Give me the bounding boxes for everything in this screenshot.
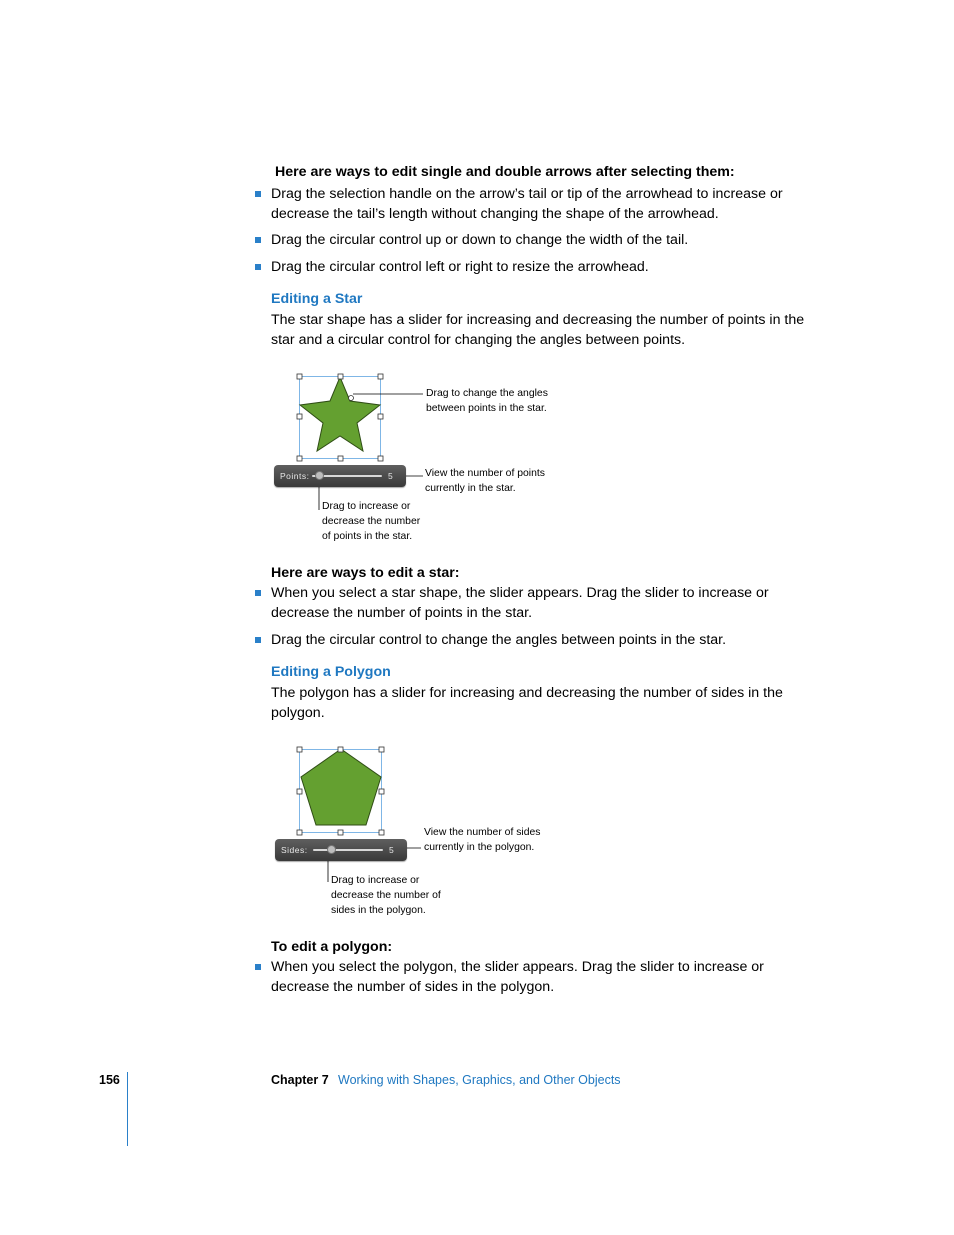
star-edit-intro: Here are ways to edit a star: <box>271 565 460 581</box>
callout-line: Drag to increase or <box>322 501 411 512</box>
arrows-intro: Here are ways to edit single and double arrows after selecting them: <box>275 164 735 180</box>
polygon-description: The polygon has a slider for increasing and decreasing the number of sides in the polygon. <box>271 685 783 721</box>
selection-handle[interactable] <box>297 747 302 752</box>
pentagon-shape[interactable] <box>301 749 381 825</box>
list-item-text: When you select the polygon, the slider appears. Drag the slider to increase or decrease the number of sides in the polygon. <box>271 959 764 995</box>
list-item-text: Drag the circular control left or right to resize the arrowhead. <box>271 259 649 275</box>
selection-handle[interactable] <box>379 789 384 794</box>
sides-slider-track[interactable] <box>313 849 383 851</box>
sides-slider-knob[interactable] <box>327 845 336 854</box>
callout-angles <box>426 386 548 416</box>
sides-slider-bar <box>275 839 407 861</box>
callout-line: currently in the polygon. <box>424 842 535 853</box>
list-item-text: Drag the circular control to change the angles between points in the star. <box>271 632 727 648</box>
star-description: The star shape has a slider for increasing and decreasing the number of points in the star and a circular control for changing the angles between points. <box>271 312 805 348</box>
selection-handle[interactable] <box>297 789 302 794</box>
callout-sides-count <box>424 825 540 855</box>
callout-line: View the number of sides <box>424 827 541 838</box>
list-item-text: When you select a star shape, the slider appears. Drag the slider to increase or decrease the number of points in the star. <box>271 585 769 621</box>
bullet-icon <box>255 590 261 596</box>
selection-handle[interactable] <box>379 830 384 835</box>
list-item-text: Drag the circular control up or down to change the width of the tail. <box>271 232 689 248</box>
section-heading-polygon: Editing a Polygon <box>271 664 391 680</box>
selection-handle[interactable] <box>378 374 383 379</box>
callout-line: View the number of points <box>425 468 545 479</box>
selection-handle[interactable] <box>297 414 302 419</box>
points-slider-value: 5 <box>388 471 394 481</box>
footer-rule <box>127 1072 128 1146</box>
page-number: 156 <box>99 1073 120 1087</box>
points-slider-knob[interactable] <box>315 471 324 480</box>
callout-line: Drag to increase or <box>331 875 420 886</box>
callout-line: of points in the star. <box>322 531 413 542</box>
points-slider-label: Points: <box>280 471 310 481</box>
chapter-label: Chapter 7 <box>271 1073 329 1087</box>
bullet-icon <box>255 964 261 970</box>
selection-handle[interactable] <box>297 374 302 379</box>
callout-drag-points <box>322 499 420 544</box>
callout-line: decrease the number of <box>331 890 441 901</box>
callout-line: sides in the polygon. <box>331 905 426 916</box>
selection-handle[interactable] <box>338 374 343 379</box>
selection-handle[interactable] <box>338 456 343 461</box>
callout-points-count <box>425 466 545 496</box>
selection-handle[interactable] <box>378 414 383 419</box>
selection-handle[interactable] <box>297 456 302 461</box>
selection-handle[interactable] <box>338 747 343 752</box>
sides-slider-value: 5 <box>389 845 395 855</box>
angle-control-handle[interactable] <box>349 396 354 401</box>
polygon-edit-intro: To edit a polygon: <box>271 939 393 955</box>
callout-line: currently in the star. <box>425 483 516 494</box>
list-item <box>255 957 815 997</box>
section-heading-star: Editing a Star <box>271 291 363 307</box>
selection-handle[interactable] <box>297 830 302 835</box>
callout-line: Drag to change the angles <box>426 388 548 399</box>
selection-handle[interactable] <box>338 830 343 835</box>
sides-slider-label: Sides: <box>281 845 308 855</box>
bullet-icon <box>255 637 261 643</box>
callout-line: decrease the number <box>322 516 421 527</box>
list-item <box>255 630 815 650</box>
list-item <box>255 583 815 623</box>
polygon-figure-art <box>0 700 954 930</box>
star-shape[interactable] <box>300 377 380 451</box>
chapter-title-link[interactable]: Working with Shapes, Graphics, and Other Objects <box>338 1073 621 1087</box>
list-item-text: Drag the selection handle on the arrow’s tail or tip of the arrowhead to increase or decrease the tail’s length without changing the shape of the arrowhead. <box>271 186 783 222</box>
callout-drag-sides <box>331 873 441 918</box>
selection-handle[interactable] <box>379 747 384 752</box>
selection-handle[interactable] <box>378 456 383 461</box>
points-slider-bar <box>274 465 406 487</box>
callout-line: between points in the star. <box>426 403 547 414</box>
